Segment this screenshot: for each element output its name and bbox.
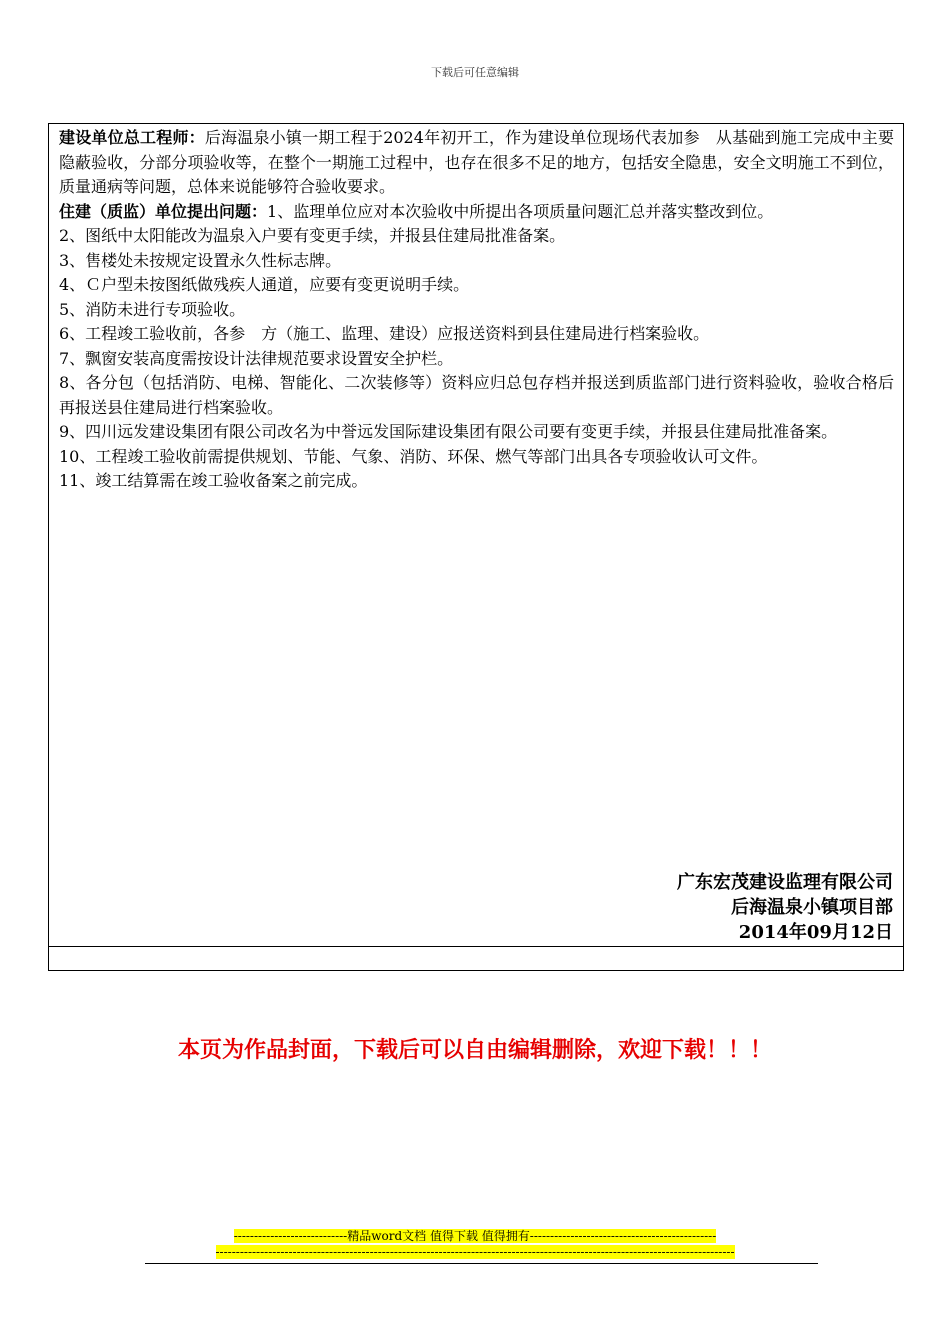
issue-item-1: 1、监理单位应对本次验收中所提出各项质量问题汇总并落实整改到位。 <box>267 201 774 221</box>
issue-item-3: 3、售楼处未按规定设置永久性标志牌。 <box>59 250 342 270</box>
issue-item-4: 4、Ｃ户型未按图纸做残疾人通道，应要有变更说明手续。 <box>59 275 470 294</box>
document-table <box>48 123 904 971</box>
construction-engineer-paragraph <box>59 126 894 200</box>
cover-note: 本页为作品封面，下载后可以自由编辑删除，欢迎下载！！！ <box>177 1037 772 1063</box>
issue-item-10: 10、工程竣工验收前需提供规划、节能、气象、消防、环保、燃气等部门出具各专项验收认可文件。 <box>59 446 768 466</box>
footer-line-2 <box>0 1245 950 1260</box>
signature-company: 广东宏茂建设监理有限公司 <box>677 872 893 893</box>
issue-item-6: 6、工程竣工验收前，各参 方（施工、监理、建设）应报送资料到县住建局进行档案验收。 <box>59 324 710 343</box>
issue-item-9: 9、四川远发建设集团有限公司改名为中誉远发国际建设集团有限公司要有变更手续，并报县住建局批准备案。 <box>59 422 838 441</box>
footer-line-2-text: -------------------------------------------------------------------------------------------------------------------------------- <box>215 1245 735 1259</box>
supervision-issues-paragraph <box>59 200 894 225</box>
header-note: 下载后可任意编辑 <box>431 66 519 79</box>
opinion-cell <box>49 124 903 947</box>
supervision-issues-label: 住建（质监）单位提出问题： <box>59 201 268 221</box>
issue-item-2: 2、图纸中太阳能改为温泉入户要有变更手续，并报县住建局批准备案。 <box>59 226 566 245</box>
issue-item-11: 11、竣工结算需在竣工验收备案之前完成。 <box>59 471 368 490</box>
signature-department: 后海温泉小镇项目部 <box>731 897 893 918</box>
signature-block <box>677 870 893 945</box>
signature-date: 2014年09月12日 <box>738 922 893 943</box>
footer-rule <box>145 1263 818 1264</box>
issue-item-5: 5、消防未进行专项验收。 <box>59 299 246 319</box>
construction-engineer-label: 建设单位总工程师： <box>59 128 205 147</box>
footer-line-1-text: ----------------------------精品word文档 值得下载 值得拥有---------------------------------------------- <box>233 1229 717 1243</box>
footer-line-1 <box>0 1229 950 1244</box>
issue-item-8: 8、各分包（包括消防、电梯、智能化、二次装修等）资料应归总包存档并报送到质监部门进行资料验收，验收合格后再报送县住建局进行档案验收。 <box>59 373 894 417</box>
empty-bottom-cell <box>49 947 903 970</box>
construction-engineer-text: 后海温泉小镇一期工程于2024年初开工，作为建设单位现场代表加参 从基础到施工完成中主要隐蔽验收，分部分项验收等，在整个一期施工过程中，也存在很多不足的地方，包括安全隐患，安全文明施工不到位，质量通病等问题，总体来说能够符合验收要求。 <box>59 128 894 196</box>
issue-item-7: 7、飘窗安装高度需按设计法律规范要求设置安全护栏。 <box>59 348 454 368</box>
